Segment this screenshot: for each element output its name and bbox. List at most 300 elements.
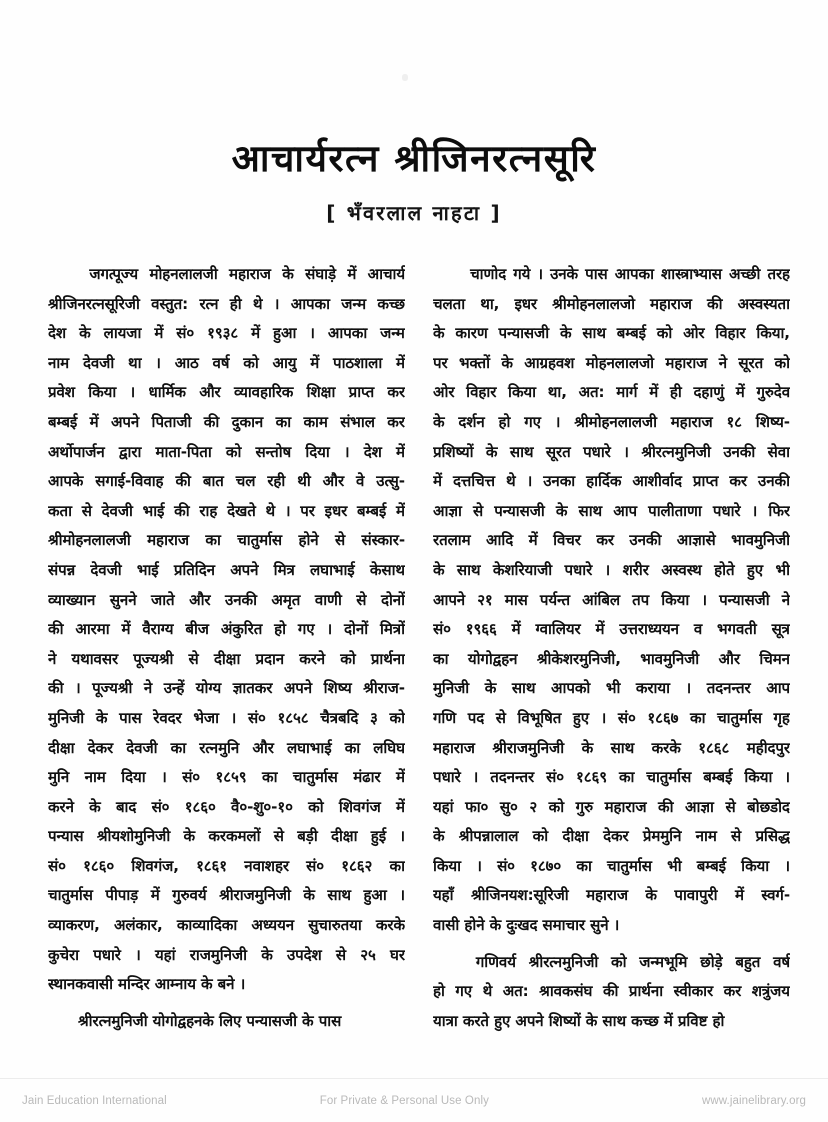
word: की bbox=[175, 472, 191, 491]
word: आज्ञा bbox=[433, 501, 462, 520]
word: के bbox=[485, 442, 498, 461]
word: प्रसिद्ध bbox=[755, 827, 790, 846]
word: से bbox=[334, 531, 346, 550]
word: महाराज bbox=[229, 265, 271, 283]
word: गुरुवर्य bbox=[172, 886, 207, 905]
word: अमृत bbox=[271, 590, 301, 609]
word: उनकी bbox=[225, 590, 257, 609]
word: गए bbox=[455, 982, 473, 1001]
footer-website-link[interactable]: www.jainelibrary.org bbox=[701, 1094, 806, 1107]
word: संभाल bbox=[340, 412, 375, 431]
word: माता-पिता bbox=[155, 442, 212, 461]
word: दर्शन bbox=[458, 412, 485, 431]
word: मोहनलालजो bbox=[585, 353, 654, 372]
text-line bbox=[433, 586, 790, 616]
word: दीक्षा bbox=[330, 827, 358, 846]
word: को bbox=[340, 649, 356, 668]
word: से bbox=[81, 501, 92, 520]
word: आपका bbox=[614, 265, 654, 283]
word: व्याकरण, bbox=[48, 916, 100, 935]
word: आज्ञा bbox=[685, 797, 714, 816]
word: कता bbox=[48, 501, 72, 520]
word: में bbox=[595, 620, 605, 639]
text-line bbox=[48, 497, 405, 527]
word: शिवगंज bbox=[338, 797, 381, 816]
word: ग्वालियर bbox=[535, 620, 581, 639]
word: में bbox=[511, 620, 521, 639]
word: सुचारुतया bbox=[308, 916, 362, 935]
word: किया bbox=[741, 856, 770, 875]
word: हुआ bbox=[363, 886, 387, 905]
word: किया bbox=[744, 768, 773, 787]
word: हो bbox=[274, 620, 286, 639]
word: केसाथ bbox=[369, 560, 405, 579]
text-line bbox=[48, 941, 405, 971]
word: १८ bbox=[726, 412, 742, 431]
word: प्रार्थना bbox=[370, 649, 405, 668]
word: ने bbox=[718, 353, 727, 372]
word: पालीताणा bbox=[648, 501, 702, 520]
word: के bbox=[555, 501, 568, 520]
word: उन्हें bbox=[163, 679, 185, 698]
word: महीदपुर bbox=[746, 738, 790, 757]
word: का bbox=[433, 649, 449, 668]
word: कारण bbox=[455, 324, 488, 343]
word: दहाणुं bbox=[693, 383, 725, 402]
word: से bbox=[335, 945, 347, 964]
word: उत्तराध्ययन bbox=[619, 620, 679, 639]
word: से bbox=[725, 797, 736, 816]
word: विहार bbox=[715, 324, 746, 343]
word: के bbox=[484, 679, 497, 698]
text-line bbox=[48, 704, 405, 734]
word: । bbox=[230, 708, 237, 727]
word: प्राप्त bbox=[348, 383, 375, 402]
word: आग्रहवश bbox=[524, 353, 575, 372]
word: का bbox=[618, 768, 635, 787]
word: को bbox=[243, 353, 259, 372]
word: जगत्पूज्य bbox=[89, 265, 139, 283]
word: के bbox=[433, 324, 445, 343]
word: के bbox=[79, 324, 91, 343]
word: तरह bbox=[767, 265, 790, 283]
word: बोछडोद bbox=[747, 797, 790, 816]
word: सं० bbox=[176, 324, 195, 343]
word: में bbox=[735, 383, 745, 402]
word: कर bbox=[387, 412, 405, 431]
text-line bbox=[433, 349, 790, 379]
text-line bbox=[48, 793, 405, 823]
word: व bbox=[693, 620, 703, 639]
word: की bbox=[707, 294, 723, 313]
word: की bbox=[48, 620, 64, 639]
word: उनका bbox=[543, 472, 576, 491]
paragraph-indent bbox=[433, 948, 463, 978]
word: ने bbox=[143, 679, 153, 698]
word: अर्थोपार्जन bbox=[48, 442, 105, 461]
word: । bbox=[476, 856, 482, 875]
word: । bbox=[554, 412, 561, 431]
word: को bbox=[656, 324, 673, 343]
word: राजमुनिजी bbox=[189, 945, 247, 964]
word: १८६९ bbox=[575, 768, 607, 787]
word: और bbox=[322, 472, 345, 491]
word: वर्ष bbox=[773, 952, 790, 971]
word: के bbox=[501, 353, 513, 372]
word: अंकुरित bbox=[220, 620, 263, 639]
word: सं० bbox=[247, 708, 266, 727]
word: साथ bbox=[327, 886, 351, 905]
word: मुनिजी bbox=[48, 708, 85, 727]
word: । bbox=[284, 501, 291, 520]
word: था, bbox=[547, 383, 567, 402]
footer-usage-notice: For Private & Personal Use Only bbox=[319, 1094, 489, 1107]
word: दुकान bbox=[231, 412, 264, 431]
text-line bbox=[433, 948, 790, 978]
word: जाते bbox=[151, 590, 175, 609]
word: में bbox=[396, 768, 405, 787]
word: १८६२ bbox=[341, 856, 373, 875]
word: आशीर्वाद bbox=[632, 472, 682, 491]
word: । bbox=[309, 324, 315, 343]
word: बम्बई bbox=[357, 501, 387, 520]
word: में bbox=[734, 886, 744, 905]
word: महाराज bbox=[604, 797, 647, 816]
text-line bbox=[433, 615, 790, 645]
paragraph bbox=[433, 948, 790, 1037]
word: श्रीराज- bbox=[363, 679, 405, 698]
word: सूरत bbox=[738, 353, 764, 372]
word: १८६७ bbox=[647, 708, 679, 727]
word: किया bbox=[508, 383, 536, 402]
word: काव्यादिका bbox=[176, 916, 238, 935]
word: उनकी bbox=[629, 531, 662, 550]
word: व्यावहारिक bbox=[233, 383, 294, 402]
text-line bbox=[48, 438, 405, 468]
word: आपका bbox=[327, 324, 368, 343]
word: अध्ययन bbox=[251, 916, 294, 935]
word: ने bbox=[48, 649, 57, 668]
word: । bbox=[526, 472, 533, 491]
word: दीक्षा bbox=[213, 649, 241, 668]
word: महाराज bbox=[665, 353, 708, 372]
word: पर bbox=[300, 501, 315, 520]
word: प्रतिदिन bbox=[173, 560, 215, 579]
column-left bbox=[48, 260, 405, 1036]
text-line bbox=[48, 349, 405, 379]
word: । bbox=[701, 590, 707, 609]
word: पाठशाला bbox=[333, 353, 383, 372]
word: सूत्र bbox=[771, 620, 790, 639]
word: में bbox=[89, 412, 99, 431]
paragraph bbox=[48, 1007, 405, 1037]
word: आचार्य bbox=[367, 265, 405, 283]
word: वे bbox=[356, 472, 365, 491]
word: साथ bbox=[578, 501, 603, 520]
word: को bbox=[308, 797, 324, 816]
word: शास्त्राभ्यास bbox=[661, 265, 722, 283]
word: से bbox=[188, 649, 199, 668]
word: को bbox=[548, 797, 565, 816]
text-line bbox=[433, 852, 790, 882]
word: । bbox=[600, 708, 607, 727]
word: संपन्न bbox=[48, 560, 76, 579]
word: बम्बई bbox=[48, 412, 78, 431]
word: से bbox=[472, 501, 484, 520]
word: हो bbox=[433, 982, 445, 1001]
word: । bbox=[343, 442, 350, 461]
word: सं० bbox=[546, 768, 564, 787]
word: बीज bbox=[185, 620, 209, 639]
word: । bbox=[273, 294, 280, 313]
word: अपने bbox=[283, 679, 313, 698]
word: । bbox=[472, 768, 479, 787]
word: और bbox=[252, 738, 274, 757]
word: आप bbox=[766, 679, 790, 698]
word: शरीर bbox=[622, 560, 649, 579]
word: था bbox=[127, 353, 142, 372]
word: साथ bbox=[610, 738, 635, 757]
word: घर bbox=[390, 945, 405, 964]
word: । bbox=[399, 886, 405, 905]
word: वर्ष bbox=[212, 353, 230, 372]
text-line bbox=[48, 378, 405, 408]
word: काम bbox=[303, 412, 328, 431]
word: नवाशहर bbox=[244, 856, 289, 875]
word: भगवती bbox=[717, 620, 757, 639]
word: द्वारा bbox=[118, 442, 142, 461]
word: कर bbox=[729, 472, 747, 491]
word: बहुत bbox=[735, 952, 761, 971]
word: गणि bbox=[433, 708, 457, 727]
word: किया bbox=[661, 590, 690, 609]
word: भी bbox=[667, 856, 682, 875]
word: जन्म bbox=[380, 324, 405, 343]
word: । bbox=[326, 620, 333, 639]
word: स्वर्ग- bbox=[761, 886, 790, 905]
word: पद bbox=[467, 708, 485, 727]
word: श्रीरत्नमुनिजी bbox=[641, 442, 711, 461]
word: साथ bbox=[509, 442, 534, 461]
word: पधारे bbox=[433, 768, 461, 787]
word: वाणी bbox=[314, 590, 342, 609]
word: भक्तों bbox=[458, 353, 490, 372]
word: थे bbox=[482, 982, 493, 1001]
word: चातुर्मास bbox=[646, 768, 692, 787]
word: आदि bbox=[486, 531, 514, 550]
word: था, bbox=[480, 294, 500, 313]
word: होने bbox=[298, 531, 319, 550]
column-right bbox=[433, 260, 790, 1036]
word: सं० bbox=[48, 856, 66, 875]
text-line bbox=[48, 674, 405, 704]
word: चातुर्मास bbox=[292, 768, 338, 787]
word: वै०-शु०-१० bbox=[231, 797, 293, 816]
word: में bbox=[310, 353, 320, 372]
word: और bbox=[189, 590, 211, 609]
word: के bbox=[183, 827, 196, 846]
word: हो bbox=[498, 412, 511, 431]
scan-artifact-speck bbox=[402, 74, 408, 81]
word: कच्छ bbox=[377, 294, 405, 313]
word: चाणोद bbox=[470, 265, 507, 283]
word: के bbox=[261, 945, 273, 964]
word: इधर bbox=[514, 294, 538, 313]
word: सं० bbox=[182, 768, 201, 787]
word: हुआ bbox=[273, 324, 297, 343]
word: पूज्यश्री bbox=[92, 679, 133, 698]
word: गए bbox=[524, 412, 541, 431]
word: हुए bbox=[746, 560, 764, 579]
page-footer bbox=[0, 1078, 828, 1122]
word: प्रार्थना bbox=[628, 982, 664, 1001]
word: सं० bbox=[433, 620, 451, 639]
word: देकर bbox=[87, 738, 114, 757]
word: देवजी bbox=[82, 353, 115, 372]
text-line bbox=[48, 586, 405, 616]
word: १८५९ bbox=[215, 768, 247, 787]
word: बड़ी bbox=[297, 827, 318, 846]
word: दिया bbox=[121, 768, 146, 787]
word: । bbox=[623, 442, 629, 461]
word: महाराज bbox=[433, 738, 475, 757]
word: उपदेश bbox=[286, 945, 322, 964]
word: में bbox=[528, 531, 538, 550]
word: । bbox=[784, 768, 790, 787]
word: । bbox=[135, 945, 141, 964]
word: सूरत bbox=[545, 442, 571, 461]
word: पधारे bbox=[564, 560, 593, 579]
word: उत्सु- bbox=[376, 472, 405, 491]
word: गये bbox=[513, 265, 531, 283]
word: साथ bbox=[456, 560, 481, 579]
word: बाद bbox=[115, 797, 137, 816]
word: भाई bbox=[136, 560, 159, 579]
word: बम्बई bbox=[616, 324, 646, 343]
word: अत: bbox=[502, 982, 529, 1001]
word: चातुर्मास bbox=[237, 531, 283, 550]
text-line bbox=[48, 734, 405, 764]
text-line bbox=[433, 645, 790, 675]
word: कर bbox=[596, 531, 614, 550]
text-line bbox=[48, 615, 405, 645]
word: सेवा bbox=[767, 442, 790, 461]
word: सगाई-विवाह bbox=[95, 472, 164, 491]
word: का bbox=[344, 738, 361, 757]
word: पास bbox=[585, 265, 608, 283]
word: संस्कार- bbox=[361, 531, 405, 550]
word: गुरु bbox=[575, 797, 593, 816]
text-line: यात्रा करते हुए अपने शिष्यों के साथ कच्छ में प्रविष्ट हो bbox=[433, 1011, 725, 1030]
word: महाराज bbox=[586, 886, 628, 905]
word: पधारे bbox=[712, 501, 741, 520]
word: पास bbox=[119, 708, 142, 727]
word: पूज्यश्री bbox=[133, 649, 174, 668]
text-line bbox=[48, 911, 405, 941]
word: जन्म bbox=[341, 294, 367, 313]
word: दत्तचित्त bbox=[452, 472, 495, 491]
word: लघाभाई bbox=[310, 560, 355, 579]
word: रतलाम bbox=[433, 531, 471, 550]
word: के bbox=[89, 797, 101, 816]
word: की bbox=[203, 412, 220, 431]
text-line bbox=[48, 645, 405, 675]
word: राह bbox=[199, 501, 218, 520]
word: श्रीमोहनलालजी bbox=[574, 412, 657, 431]
word: योग्य bbox=[195, 679, 222, 698]
word: । bbox=[537, 265, 543, 283]
word: दिया bbox=[305, 442, 330, 461]
word: महाराज bbox=[147, 531, 189, 550]
word: ही bbox=[229, 294, 242, 313]
word: चिमन bbox=[759, 649, 790, 668]
word: आपका bbox=[290, 294, 330, 313]
word: महाराज bbox=[650, 294, 692, 313]
word: आप bbox=[613, 501, 638, 520]
word: । bbox=[784, 856, 790, 875]
text-line bbox=[433, 497, 790, 527]
word: का bbox=[205, 531, 221, 550]
word: आपके bbox=[48, 472, 84, 491]
text-line bbox=[433, 704, 790, 734]
word: अलंकार, bbox=[113, 916, 163, 935]
word: मोहनलालजी bbox=[149, 265, 218, 283]
word: योगोद्वहन bbox=[467, 649, 518, 668]
word: में bbox=[395, 353, 405, 372]
word: चातुर्मास bbox=[48, 886, 93, 905]
word: में bbox=[433, 472, 442, 491]
word: १८७० bbox=[530, 856, 562, 875]
word: दीक्षा bbox=[48, 738, 75, 757]
word: साथ bbox=[582, 324, 606, 343]
word: ने bbox=[781, 590, 790, 609]
word: श्रीराजमुनिजी bbox=[492, 738, 565, 757]
word: श्रीराजमुनिजी bbox=[219, 886, 291, 905]
word: यथावसर bbox=[71, 649, 119, 668]
word: प्रेममुनि bbox=[642, 827, 682, 846]
word: को bbox=[225, 442, 242, 461]
word: मास bbox=[504, 590, 528, 609]
text-line bbox=[433, 977, 790, 1007]
text-line bbox=[48, 852, 405, 882]
word: में bbox=[347, 265, 357, 283]
word: आयु bbox=[272, 353, 297, 372]
word: का bbox=[576, 856, 592, 875]
paragraph bbox=[48, 260, 405, 1000]
word: ओर bbox=[683, 324, 705, 343]
word: ३ bbox=[370, 708, 378, 727]
word: चलता bbox=[433, 294, 466, 313]
word: में bbox=[121, 620, 131, 639]
word: ओर bbox=[433, 383, 455, 402]
word: । bbox=[155, 353, 161, 372]
word: में bbox=[251, 324, 261, 343]
word: भी bbox=[775, 560, 790, 579]
word: आंबिल bbox=[582, 590, 621, 609]
text-line bbox=[433, 556, 790, 586]
word: के bbox=[95, 708, 108, 727]
text-line bbox=[433, 438, 790, 468]
word: रेवदर bbox=[153, 708, 182, 727]
text-line bbox=[433, 290, 790, 320]
text-line bbox=[433, 467, 790, 497]
word: संघाड़े bbox=[305, 265, 336, 283]
word: भी bbox=[605, 679, 621, 698]
word: रही bbox=[267, 472, 286, 491]
word: बात bbox=[202, 472, 224, 491]
word: श्रीमोहनलालजो bbox=[552, 294, 635, 313]
text-line bbox=[48, 408, 405, 438]
